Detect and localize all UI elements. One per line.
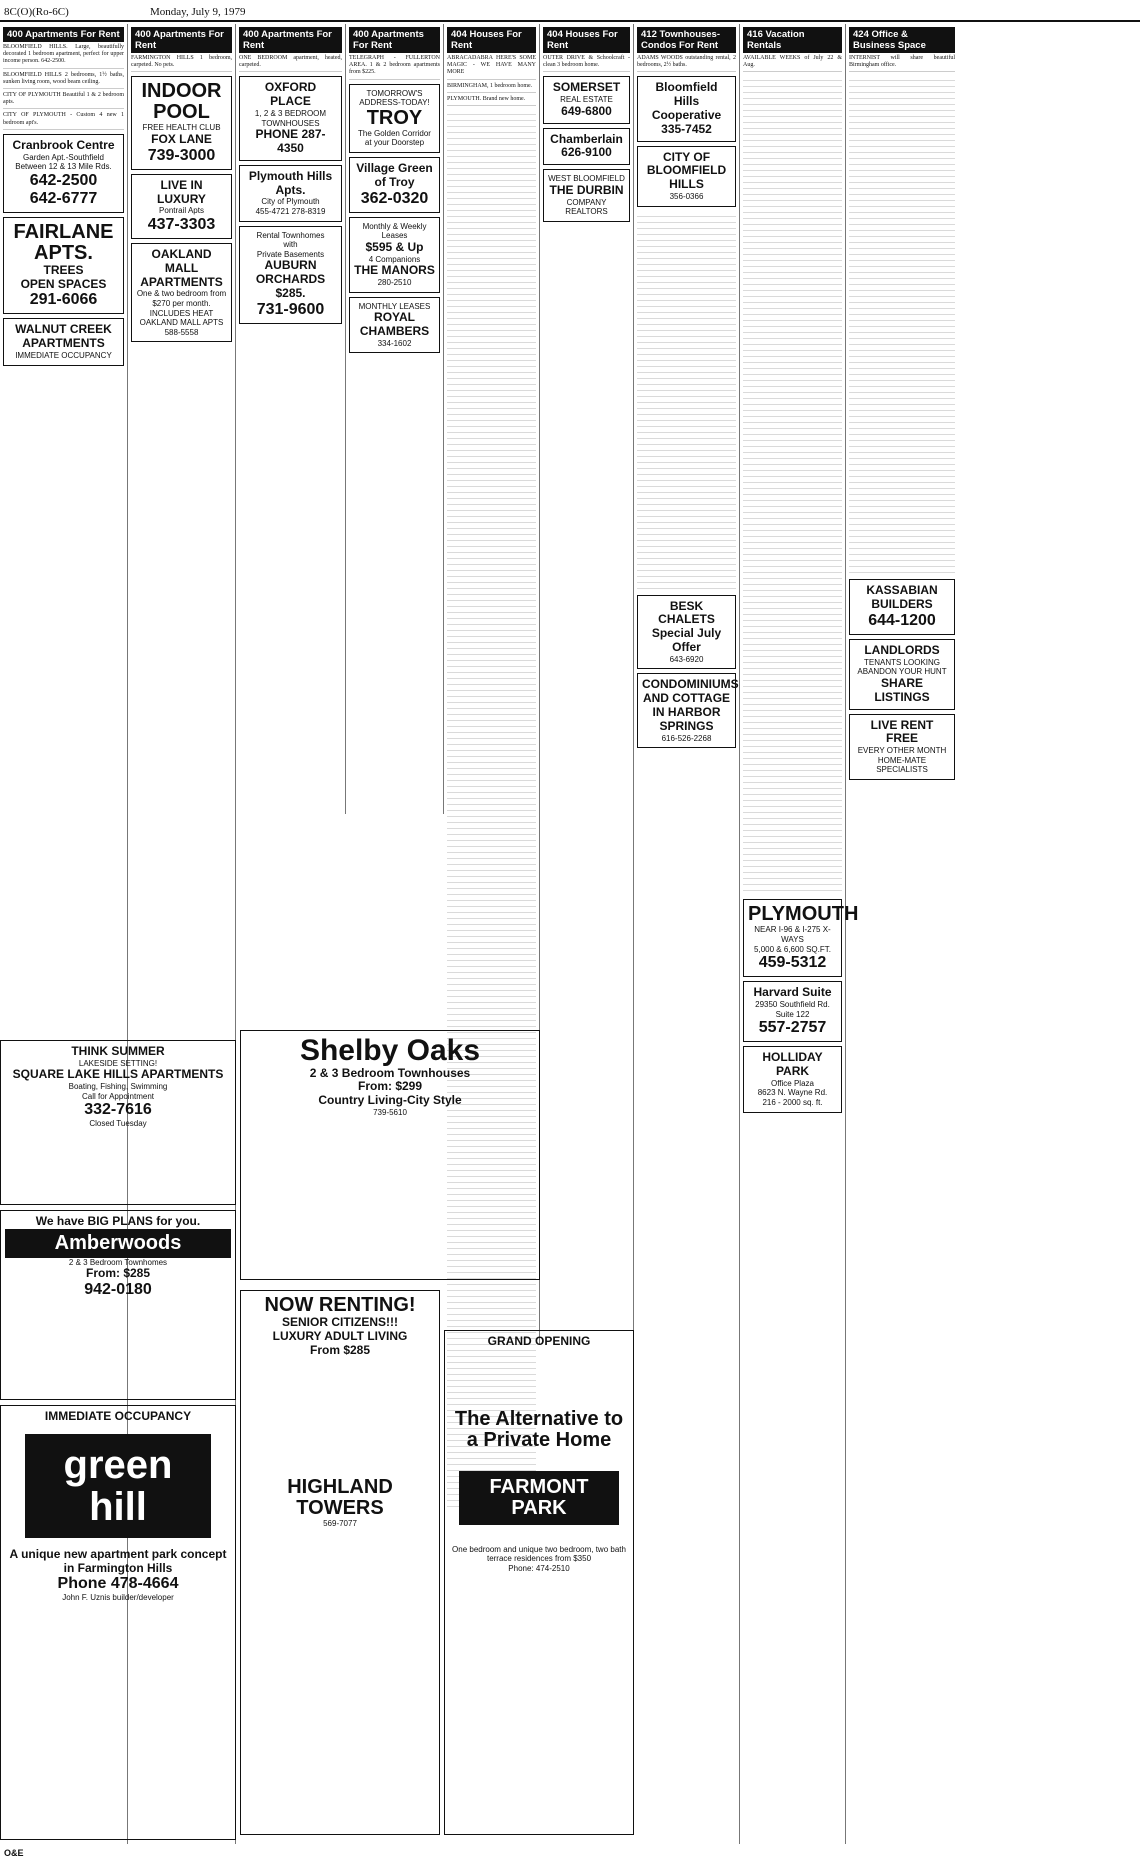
plymouth-hills-ad xyxy=(239,165,342,222)
ad-title: LIVE RENT FREE xyxy=(870,717,934,746)
cranbrook-ad xyxy=(3,134,124,213)
ad-price: From: $285 xyxy=(85,1266,151,1281)
ad-phone: 332-7616 xyxy=(84,1101,152,1119)
section-heading: 416 Vacation Rentals xyxy=(743,27,842,53)
ad-phone: 643-6920 xyxy=(669,654,704,664)
column-4 xyxy=(346,24,444,814)
ad-title: INDOOR POOL xyxy=(141,80,222,124)
ad-line: with xyxy=(283,240,298,250)
ad-line: $595 & Up xyxy=(365,239,424,254)
ad-phone: 437-3303 xyxy=(147,215,216,233)
ad-title: FAIRLANE APTS. xyxy=(13,220,114,264)
column-9 xyxy=(846,24,958,1844)
ad-tag: We have BIG PLANS for you. xyxy=(35,1214,201,1228)
kassabian-ad xyxy=(849,579,955,635)
listing-text-block xyxy=(849,75,955,575)
ad-sub: LAKESIDE SETTING! xyxy=(78,1058,158,1068)
ad-title: AUBURN ORCHARDS xyxy=(255,258,326,287)
column-3 xyxy=(236,24,346,814)
listing: BIRMINGHAM, 1 bedroom home. xyxy=(447,83,536,93)
ad-title: Harvard Suite xyxy=(753,985,832,1000)
amberwoods-ad xyxy=(0,1210,236,1400)
ad-line: Monthly & Weekly Leases xyxy=(362,221,427,241)
troy-ad xyxy=(349,84,440,153)
ad-line: TREES xyxy=(43,262,84,277)
ad-phone: 280-2510 xyxy=(377,277,412,287)
royal-chambers-ad xyxy=(349,297,440,354)
column-8 xyxy=(740,24,859,1844)
ad-sub: SENIOR CITIZENS!!! xyxy=(282,1315,398,1329)
ad-line: Office Plaza xyxy=(771,1078,814,1088)
listing: BLOOMFIELD HILLS 2 bedrooms, 1½ baths, sunken living room, wood beam ceiling. xyxy=(3,72,124,89)
listing: ABRACADABRA HERE'S SOME MAGIC - WE HAVE MANY MORE xyxy=(447,55,536,80)
ad-banner: IMMEDIATE OCCUPANCY xyxy=(44,1409,192,1423)
ad-title: ROYAL CHAMBERS xyxy=(359,310,430,338)
ad-title: TROY xyxy=(366,106,423,129)
ad-sub: 2 & 3 Bedroom Townhouses xyxy=(309,1065,471,1080)
ad-title: BESK CHALETS xyxy=(658,598,715,627)
ad-title: Village Green of Troy xyxy=(356,160,433,189)
ad-phone: 642-6777 xyxy=(29,189,98,207)
harvard-suite-ad xyxy=(743,981,842,1042)
column-6 xyxy=(540,24,634,1344)
listing: BLOOMFIELD HILLS. Large, beautifully decorated 1 bedroom apartment, perfect for upper income person. 642-2500. xyxy=(3,44,124,69)
page-header xyxy=(0,0,1140,22)
ad-phone: 739-5610 xyxy=(373,1107,407,1117)
ad-line: Rental Townhomes xyxy=(256,230,325,240)
ad-agent: John F. Uznis builder/developer xyxy=(62,1593,174,1603)
section-heading: 400 Apartments For Rent xyxy=(349,27,440,53)
ad-line: Between 12 & 13 Mile Rds. xyxy=(15,162,112,172)
ad-title: Amberwoods xyxy=(5,1229,231,1258)
plymouth-ad xyxy=(743,899,859,977)
ad-line: Private Basements xyxy=(256,249,325,259)
section-heading: 424 Office & Business Space xyxy=(849,27,955,53)
ad-line: 216 - 2000 sq. ft. xyxy=(762,1097,823,1107)
ad-title: Bloomfield Hills Cooperative xyxy=(651,80,722,122)
ad-phone: Phone 478-4664 xyxy=(57,1575,179,1593)
bloomfield-coop-ad xyxy=(637,76,736,141)
ad-phone: PHONE 287-4350 xyxy=(255,127,326,155)
section-heading: 400 Apartments For Rent xyxy=(131,27,232,53)
fairlane-ad xyxy=(3,217,124,315)
ad-title: SOMERSET xyxy=(552,80,621,95)
pontrail-ad xyxy=(131,174,232,239)
farmont-park-ad xyxy=(444,1330,634,1835)
ad-line: INCLUDES HEAT xyxy=(149,308,214,318)
ad-phone: 335-7452 xyxy=(661,121,712,136)
ad-title: Shelby Oaks xyxy=(299,1034,481,1067)
chamberlain-ad xyxy=(543,128,630,166)
ad-line: Call for Appointment xyxy=(81,1091,155,1101)
listing: ONE BEDROOM apartment, heated, carpeted. xyxy=(239,55,342,72)
ad-phone: 626-9100 xyxy=(561,145,612,160)
ad-title: KASSABIAN BUILDERS xyxy=(866,583,938,612)
ad-title: PLYMOUTH xyxy=(748,903,859,926)
ad-name: SQUARE LAKE HILLS APARTMENTS xyxy=(12,1067,224,1082)
ad-phone: 569-7077 xyxy=(323,1519,357,1529)
ad-phone: 459-5312 xyxy=(758,954,827,972)
ad-phone: 616-526-2268 xyxy=(661,733,712,743)
ad-line: WEST BLOOMFIELD xyxy=(548,174,625,184)
listing-text-block xyxy=(447,109,536,1509)
oakland-mall-ad xyxy=(131,243,232,342)
ad-line: EVERY OTHER MONTH xyxy=(857,746,947,756)
ad-phone: 649-6800 xyxy=(561,103,612,118)
ad-title: Plymouth Hills Apts. xyxy=(248,168,333,197)
section-heading: 400 Apartments For Rent xyxy=(3,27,124,42)
ad-tag: Country Living-City Style xyxy=(318,1093,462,1108)
ad-line: FOX LANE xyxy=(151,132,212,146)
ad-phone: 334-1602 xyxy=(377,338,412,348)
ad-line: NEAR I-96 & I-275 X-WAYS xyxy=(754,925,831,944)
ad-phone: 644-1200 xyxy=(868,612,936,629)
ad-title: CONDOMINIUMS AND COTTAGE IN HARBOR SPRINGS xyxy=(642,677,739,733)
listing: TELEGRAPH - FULLERTON AREA. 1 & 2 bedroom apartments from $225. xyxy=(349,55,440,80)
ad-title: LIVE IN LUXURY xyxy=(157,177,206,206)
ad-name: FARMONT PARK xyxy=(459,1471,619,1525)
ad-title: THINK SUMMER xyxy=(71,1044,165,1058)
village-green-ad xyxy=(349,157,440,213)
ad-phone: OAKLAND MALL APTS 588-5558 xyxy=(139,318,224,337)
section-heading: 404 Houses For Rent xyxy=(543,27,630,53)
ad-price: From: $299 xyxy=(357,1079,423,1094)
ad-phone: 455-4721 278-8319 xyxy=(255,206,326,216)
ad-phone: 739-3000 xyxy=(147,146,216,164)
section-heading: 400 Apartments For Rent xyxy=(239,27,342,53)
ad-title: OXFORD PLACE xyxy=(264,80,317,109)
ad-phone: 362-0320 xyxy=(360,189,429,207)
ad-sub: A unique new apartment park concept in Farmington Hills xyxy=(9,1546,227,1575)
ad-line: City of Plymouth xyxy=(261,197,320,207)
ad-line: COMPANY REALTORS xyxy=(565,197,608,217)
live-rent-free-ad xyxy=(849,714,955,780)
ad-line: One & two bedroom from xyxy=(136,289,227,299)
shelby-oaks-ad xyxy=(240,1030,540,1280)
ad-line: 29350 Southfield Rd. xyxy=(755,999,830,1009)
listing: INTERNIST will share beautiful Birmingham office. xyxy=(849,55,955,72)
ad-note: Closed Tuesday xyxy=(89,1119,147,1129)
ad-price: $285. xyxy=(275,285,306,300)
think-summer-ad xyxy=(0,1040,236,1205)
ad-line: 5,000 & 6,600 SQ.FT. xyxy=(754,944,831,954)
ad-phone: Phone: 474-2510 xyxy=(508,1563,570,1573)
share-listings-ad xyxy=(849,639,955,710)
ad-phone: 557-2757 xyxy=(758,1019,827,1037)
green-hill-ad xyxy=(0,1405,236,1840)
ad-line: Special July Offer xyxy=(651,626,722,654)
listing-text-block xyxy=(637,211,736,591)
ad-line: LUXURY ADULT LIVING xyxy=(272,1328,408,1343)
ad-line: IMMEDIATE OCCUPANCY xyxy=(15,351,112,360)
section-heading: 404 Houses For Rent xyxy=(447,27,536,53)
ad-line: FREE HEALTH CLUB xyxy=(142,123,221,133)
ad-line: REAL ESTATE xyxy=(560,95,613,105)
page-number: 8C(O)(Ro-6C) xyxy=(4,6,69,18)
ad-name: HIGHLAND TOWERS xyxy=(287,1476,393,1520)
column-7 xyxy=(634,24,740,1844)
ad-line: Suite 122 xyxy=(775,1009,810,1019)
ad-title: SHARE LISTINGS xyxy=(874,675,930,704)
besk-chalets-ad xyxy=(637,595,736,670)
ad-line: LANDLORDS xyxy=(864,643,940,657)
ad-line: 4 Companions xyxy=(368,254,421,264)
ad-title: WALNUT CREEK APARTMENTS xyxy=(15,322,112,351)
ad-title: THE MANORS xyxy=(354,263,435,278)
ad-line: TENANTS LOOKING xyxy=(863,657,940,667)
listing: CITY OF PLYMOUTH - Custom 4 new 1 bedroom apt's. xyxy=(3,112,124,129)
ad-phone: 356-0366 xyxy=(669,191,704,201)
ad-phone: 291-6066 xyxy=(29,291,98,309)
section-heading: 412 Townhouses-Condos For Rent xyxy=(637,27,736,53)
listing: OUTER DRIVE & Schoolcraft - clean 3 bedroom home. xyxy=(543,55,630,72)
ad-title: The Alternative to a Private Home xyxy=(454,1407,624,1451)
listing: AVAILABLE WEEKS of July 22 & Aug. xyxy=(743,55,842,72)
manors-ad xyxy=(349,217,440,293)
header-rule xyxy=(0,20,1140,22)
ad-line: The Golden Corridor at your Doorstep xyxy=(358,128,431,148)
listing: FARMINGTON HILLS 1 bedroom, carpeted. No pets. xyxy=(131,55,232,72)
ad-title: NOW RENTING! xyxy=(264,1294,416,1316)
holliday-park-ad xyxy=(743,1046,842,1112)
page-date: Monday, July 9, 1979 xyxy=(150,6,246,18)
harbor-springs-ad xyxy=(637,673,739,748)
ad-phone: 731-9600 xyxy=(256,300,325,318)
listing: PLYMOUTH. Brand new home. xyxy=(447,96,536,106)
ad-line: TOMORROW'S ADDRESS-TODAY! xyxy=(359,88,430,108)
listing: CITY OF PLYMOUTH Beautiful 1 & 2 bedroom apts. xyxy=(3,92,124,109)
ad-title: HOLLIDAY PARK xyxy=(762,1050,823,1078)
footer-label: O&E xyxy=(4,1848,24,1858)
ad-line: 8623 N. Wayne Rd. xyxy=(757,1088,828,1098)
ad-line: Garden Apt.-Southfield xyxy=(23,152,104,162)
oxford-place-ad xyxy=(239,76,342,160)
listing-text-block xyxy=(743,75,842,895)
ad-line: OPEN SPACES xyxy=(20,276,107,291)
city-of-bloomfield-ad xyxy=(637,146,736,207)
ad-line: Pontrail Apts xyxy=(159,206,204,216)
ad-line: MONTHLY LEASES xyxy=(358,301,431,311)
ad-title: CITY OF BLOOMFIELD HILLS xyxy=(646,149,727,192)
ad-ribbon: GRAND OPENING xyxy=(487,1334,591,1348)
ad-line: ABANDON YOUR HUNT xyxy=(857,667,947,677)
ad-title: OAKLAND MALL APARTMENTS xyxy=(140,246,223,289)
highland-towers-ad xyxy=(240,1290,440,1835)
ad-sub: 2 & 3 Bedroom Townhomes xyxy=(68,1257,168,1267)
ad-title: Chamberlain xyxy=(550,131,623,146)
durbin-ad xyxy=(543,169,630,222)
ad-phone: 642-2500 xyxy=(29,171,98,189)
somerset-ad xyxy=(543,76,630,123)
ad-line: $270 per month. xyxy=(152,298,211,308)
ad-title: Cranbrook Centre xyxy=(12,137,115,152)
ad-line: From $285 xyxy=(309,1342,371,1357)
ad-line: HOME-MATE SPECIALISTS xyxy=(876,755,928,775)
ad-line: 1, 2 & 3 BEDROOM TOWNHOUSES xyxy=(254,109,327,128)
auburn-orchards-ad xyxy=(239,226,342,324)
ad-title: green hill xyxy=(25,1434,211,1538)
ad-title: THE DURBIN xyxy=(549,182,624,197)
ad-sub: One bedroom and unique two bedroom, two bath terrace residences from $350 xyxy=(452,1544,626,1564)
listing: ADAMS WOODS outstanding rental, 2 bedrooms, 2½ baths. xyxy=(637,55,736,72)
ad-line: Boating, Fishing, Swimming xyxy=(68,1082,168,1092)
ad-phone: 942-0180 xyxy=(84,1281,152,1299)
walnut-creek-ad xyxy=(3,318,124,365)
fox-lane-ad xyxy=(131,76,232,169)
